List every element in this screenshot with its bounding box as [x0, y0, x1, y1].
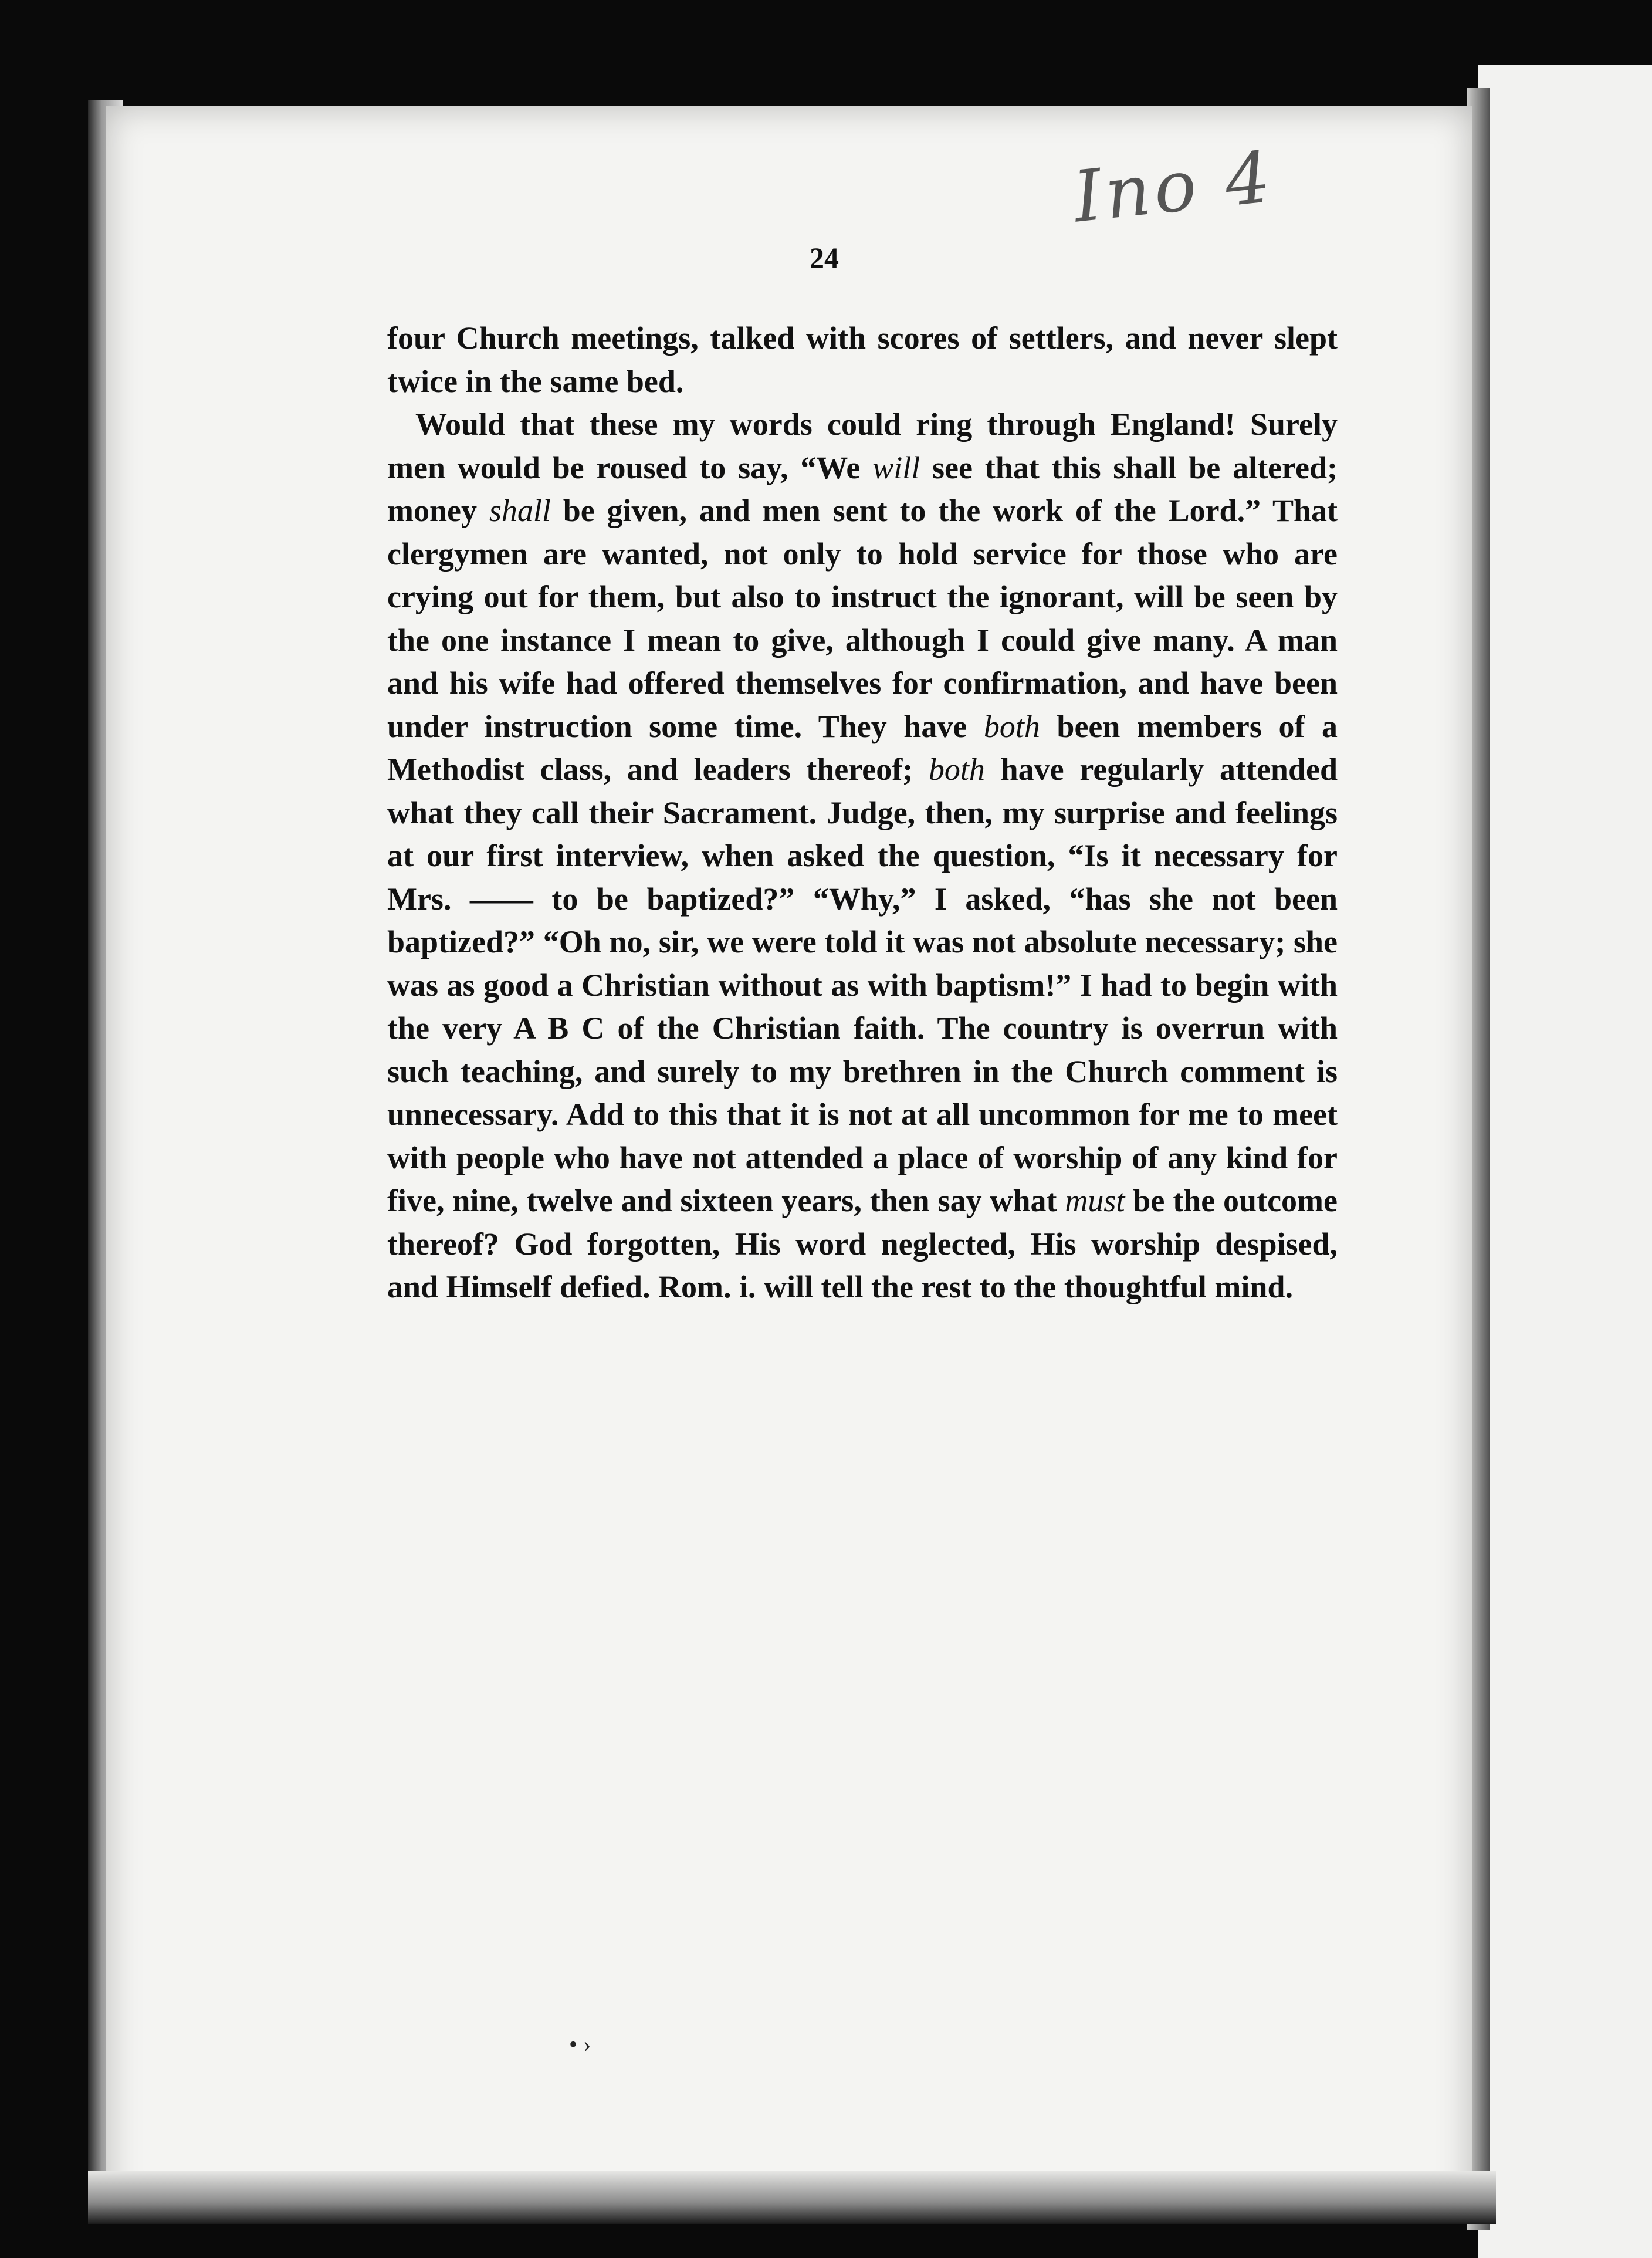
handwritten-annotation: Ino 4: [1069, 136, 1278, 239]
text-run: have regularly attended what they call their Sacrament. Judge, then, my surprise and feelings at our first interview, when asked the question, “Is it necessary for Mrs. —— to be baptized?” “Why,” I asked, “has she not been baptized?” “Oh no, sir, we were told it was not absolute necessary; she was as good a Christian without as with baptism!” I had to begin with the very A B C of the Christian faith. The country is overrun with such teaching, and surely to my brethren in the Church comment is unnecessary. Add to this that it is not at all uncommon for me to meet with people who have not attended a place of worship of any kind for five, nine, twelve and sixteen years, then say what: [387, 752, 1338, 1218]
italic-text: shall: [489, 493, 551, 528]
facing-page-edge: [1478, 65, 1652, 2258]
text-run: four Church meetings, talked with scores of settlers, and never slept twice in the same bed.: [387, 320, 1338, 399]
text-run: be given, and men sent to the work of the Lord.” That clergymen are wanted, not only to hold service for those who are crying out for them, but also to instruct the ignorant, will be seen by the one instance I mean to give, although I could give many. A man and his wife had offered themselves for confirmation, and have been under instruction some time. They have: [387, 493, 1338, 744]
text-run: be the outcome thereof? God forgotten, His word neglected, His worship despised, and Himself defied. Rom. i. will tell the rest to the thoughtful mind.: [387, 1183, 1338, 1304]
text-run: been members of a Methodist class, and leaders thereof;: [387, 708, 1338, 787]
body-text: [387, 317, 1338, 1309]
page-bottom-edge: [88, 2171, 1496, 2224]
paragraph: [387, 403, 1338, 1309]
bottom-ink-mark: • ›: [569, 2031, 591, 2057]
italic-text: both: [928, 752, 985, 787]
italic-text: must: [1065, 1183, 1125, 1218]
paragraph: [387, 317, 1338, 403]
page-number: 24: [810, 241, 839, 274]
italic-text: both: [983, 708, 1040, 744]
text-run: Would that these my words could ring through England! Surely men would be roused to say, “We: [387, 407, 1338, 485]
text-run: see that this shall be altered; money: [387, 449, 1338, 528]
italic-text: will: [872, 449, 920, 485]
